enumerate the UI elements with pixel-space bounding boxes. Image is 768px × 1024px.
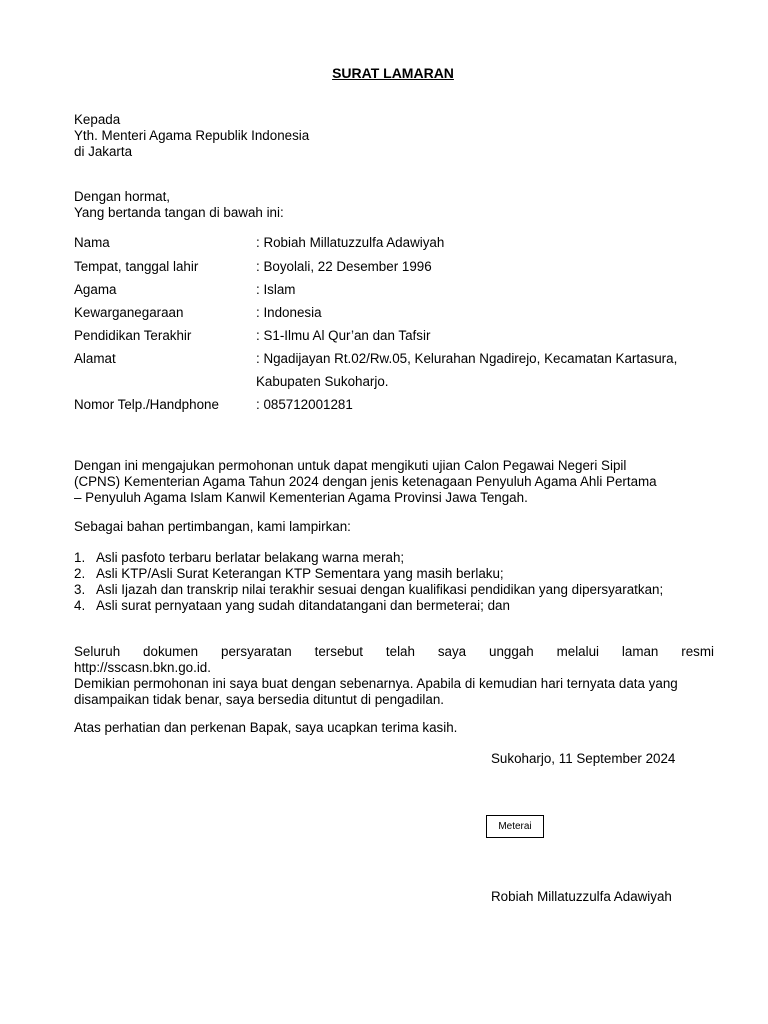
identity-value: : Indonesia [256, 305, 322, 320]
attachment-number: 2. [74, 566, 86, 581]
identity-label: Alamat [74, 351, 116, 366]
signatory-name: Robiah Millatuzzulfa Adawiyah [491, 889, 672, 904]
application-paragraph [74, 458, 714, 506]
identity-row [74, 259, 714, 275]
recipient-line: di Jakarta [74, 144, 133, 159]
recipient-line: Yth. Menteri Agama Republik Indonesia [74, 128, 310, 143]
paragraph-line: disampaikan tidak benar, saya bersedia dituntut di pengadilan. [74, 692, 444, 707]
identity-value: : 085712001281 [256, 397, 353, 412]
identity-row [74, 305, 714, 321]
identity-row [74, 351, 714, 367]
identity-value: : Robiah Millatuzzulfa Adawiyah [256, 235, 445, 250]
greeting-line: Dengan hormat, [74, 189, 171, 204]
identity-value: : Ngadijayan Rt.02/Rw.05, Kelurahan Ngadirejo, Kecamatan Kartasura, [256, 351, 678, 366]
recipient-block [74, 112, 714, 160]
attachment-text: Asli surat pernyataan yang sudah ditandatangani dan bermeterai; dan [96, 598, 510, 613]
greeting-line: Yang bertanda tangan di bawah ini: [74, 205, 284, 220]
greeting-block [74, 189, 714, 221]
attachment-text: Asli Ijazah dan transkrip nilai terakhir sesuai dengan kualifikasi pendidikan yang dipersyaratkan; [96, 582, 664, 597]
paragraph-line: Dengan ini mengajukan permohonan untuk dapat mengikuti ujian Calon Pegawai Negeri Sipil [74, 458, 627, 473]
place-date: Sukoharjo, 11 September 2024 [491, 751, 676, 766]
identity-value: Kabupaten Sukoharjo. [256, 374, 389, 389]
identity-row [74, 328, 714, 344]
closing-paragraph [74, 644, 714, 708]
attachments-intro: Sebagai bahan pertimbangan, kami lampirkan: [74, 519, 351, 534]
identity-label: Tempat, tanggal lahir [74, 259, 199, 274]
identity-label: Nomor Telp./Handphone [74, 397, 219, 412]
attachment-text: Asli pasfoto terbaru berlatar belakang warna merah; [96, 550, 405, 565]
paragraph-line: – Penyuluh Agama Islam Kanwil Kementerian Agama Provinsi Jawa Tengah. [74, 490, 528, 505]
thanks-line: Atas perhatian dan perkenan Bapak, saya ucapkan terima kasih. [74, 720, 458, 735]
identity-row [74, 397, 714, 413]
identity-row [74, 282, 714, 298]
identity-value: : Islam [256, 282, 296, 297]
website-link[interactable]: http://sscasn.bkn.go.id. [74, 660, 211, 675]
identity-value: : S1-Ilmu Al Qur’an dan Tafsir [256, 328, 431, 343]
identity-row [74, 235, 714, 251]
identity-row [74, 374, 714, 390]
identity-label: Kewarganegaraan [74, 305, 184, 320]
identity-value: : Boyolali, 22 Desember 1996 [256, 259, 432, 274]
attachment-number: 4. [74, 598, 86, 613]
paragraph-line: Seluruh dokumen persyaratan tersebut telah saya unggah melalui laman resmi [74, 644, 714, 659]
attachment-number: 1. [74, 550, 86, 565]
letter-title: SURAT LAMARAN [332, 65, 454, 81]
attachment-text: Asli KTP/Asli Surat Keterangan KTP Sementara yang masih berlaku; [96, 566, 504, 581]
stamp-box: Meterai [486, 815, 544, 838]
identity-label: Agama [74, 282, 117, 297]
paragraph-line: Demikian permohonan ini saya buat dengan sebenarnya. Apabila di kemudian hari ternyata data yang [74, 676, 678, 691]
identity-label: Nama [74, 235, 110, 250]
identity-label: Pendidikan Terakhir [74, 328, 192, 343]
recipient-line: Kepada [74, 112, 121, 127]
paragraph-line: (CPNS) Kementerian Agama Tahun 2024 dengan jenis ketenagaan Penyuluh Agama Ahli Pertama [74, 474, 657, 489]
attachment-number: 3. [74, 582, 86, 597]
